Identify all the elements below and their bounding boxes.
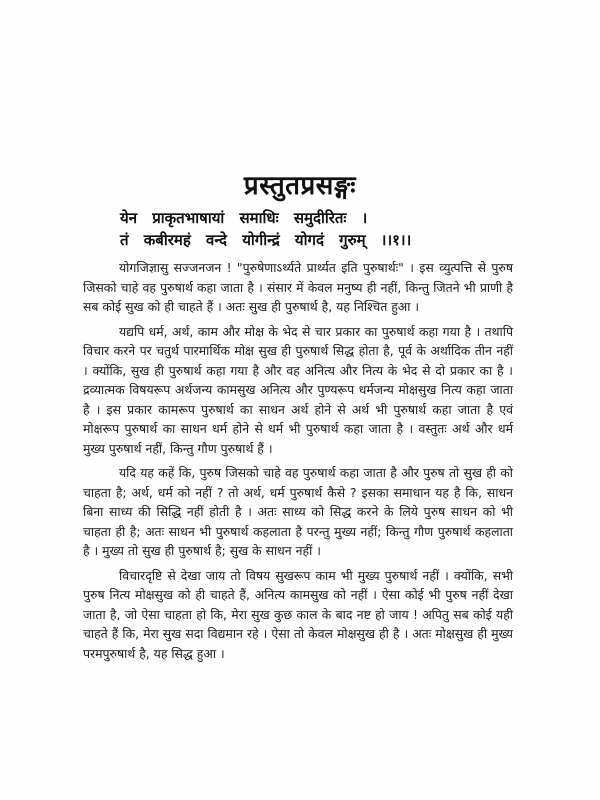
paragraph: विचारदृष्टि से देखा जाय तो विषय सुखरूप काम भी मुख्य पुरुषार्थ नहीं । क्योंकि, सभी पुरुष नित्य मोक्षसुख को ही चाहते हैं, अनित्य कामसुख को नहीं । ऐसा कोई भी पुरुष नहीं देखा जाता है, जो ऐसा चाहता हो कि, मेरा सुख कुछ काल के बाद नष्ट हो जाय ! अपितु सब कोई यही चाहते हैं कि, मेरा सुख सदा विद्यमान रहे । ऐसा तो केवल मोक्षसुख ही है । अतः मोक्षसुख ही मुख्य परमपुरुषार्थ है, यह सिद्ध हुआ । (83, 567, 513, 661)
paragraph: यद्यपि धर्म, अर्थ, काम और मोक्ष के भेद से चार प्रकार का पुरुषार्थ कहा गया है । तथापि विचार करने पर चतुर्थ पारमार्थिक मोक्ष सुख ही पुरुषार्थ सिद्ध होता है, पूर्व के अर्थादिक तीन नहीं । क्योंकि, सुख ही पुरुषार्थ कहा गया है और वह अनित्य और नित्य के भेद से दो प्रकार का है । द्रव्यात्मक विषयरूप अर्थजन्य कामसुख अनित्य और पुण्यरूप धर्मजन्य मोक्षसुख नित्य कहा जाता है । इस प्रकार कामरूप पुरुषार्थ का साधन अर्थ होने से अर्थ भी पुरुषार्थ कहा जाता है एवं मोक्षरूप पुरुषार्थ का साधन धर्म होने से धर्म भी पुरुषार्थ कहा जाता है । वस्तुतः अर्थ और धर्म मुख्य पुरुषार्थ नहीं, किन्तु गौण पुरुषार्थ हैं । (83, 323, 513, 456)
paragraph: यदि यह कहें कि, पुरुष जिसको चाहे वह पुरुषार्थ कहा जाता है और पुरुष तो सुख ही को चाहता है; अर्थ, धर्म को नहीं ? तो अर्थ, धर्म पुरुषार्थ कैसे ? इसका समाधान यह है कि, साधन बिना साध्य की सिद्धि नहीं होती है । अतः साध्य को सिद्ध करने के लिये पुरुष साधन को भी चाहता ही है; अतः साधन भी पुरुषार्थ कहलाता है परन्तु मुख्य नहीं; किन्तु गौण पुरुषार्थ कहलाता है । मुख्य तो सुख ही पुरुषार्थ है; सुख के साधन नहीं । (83, 465, 513, 558)
verse-line-1: येन प्राकृतभाषायां समाधिः समुदीरितः । (120, 209, 368, 227)
page-title: प्रस्तुतप्रसङ्गः (243, 171, 357, 201)
verse-line-2: तं कबीरमहं वन्दे योगीन्द्रं योगदं गुरुम् ।।१।। (120, 231, 412, 249)
body-text (83, 258, 513, 668)
opening-verse (120, 207, 540, 251)
paragraph: योगजिज्ञासु सज्जनजन ! "पुरुषेणाऽर्थ्यते प्रार्थ्यत इति पुरुषार्थः" । इस व्युत्पत्ति से पुरुष जिसको चाहे वह पुरुषार्थ कहा जाता है । संसार में केवल मनुष्य ही नहीं, किन्तु जितने भी प्राणी है सब कोई सुख को ही चाहते हैं । अतः सुख ही पुरुषार्थ है, यह निश्चित हुआ । (83, 260, 513, 314)
